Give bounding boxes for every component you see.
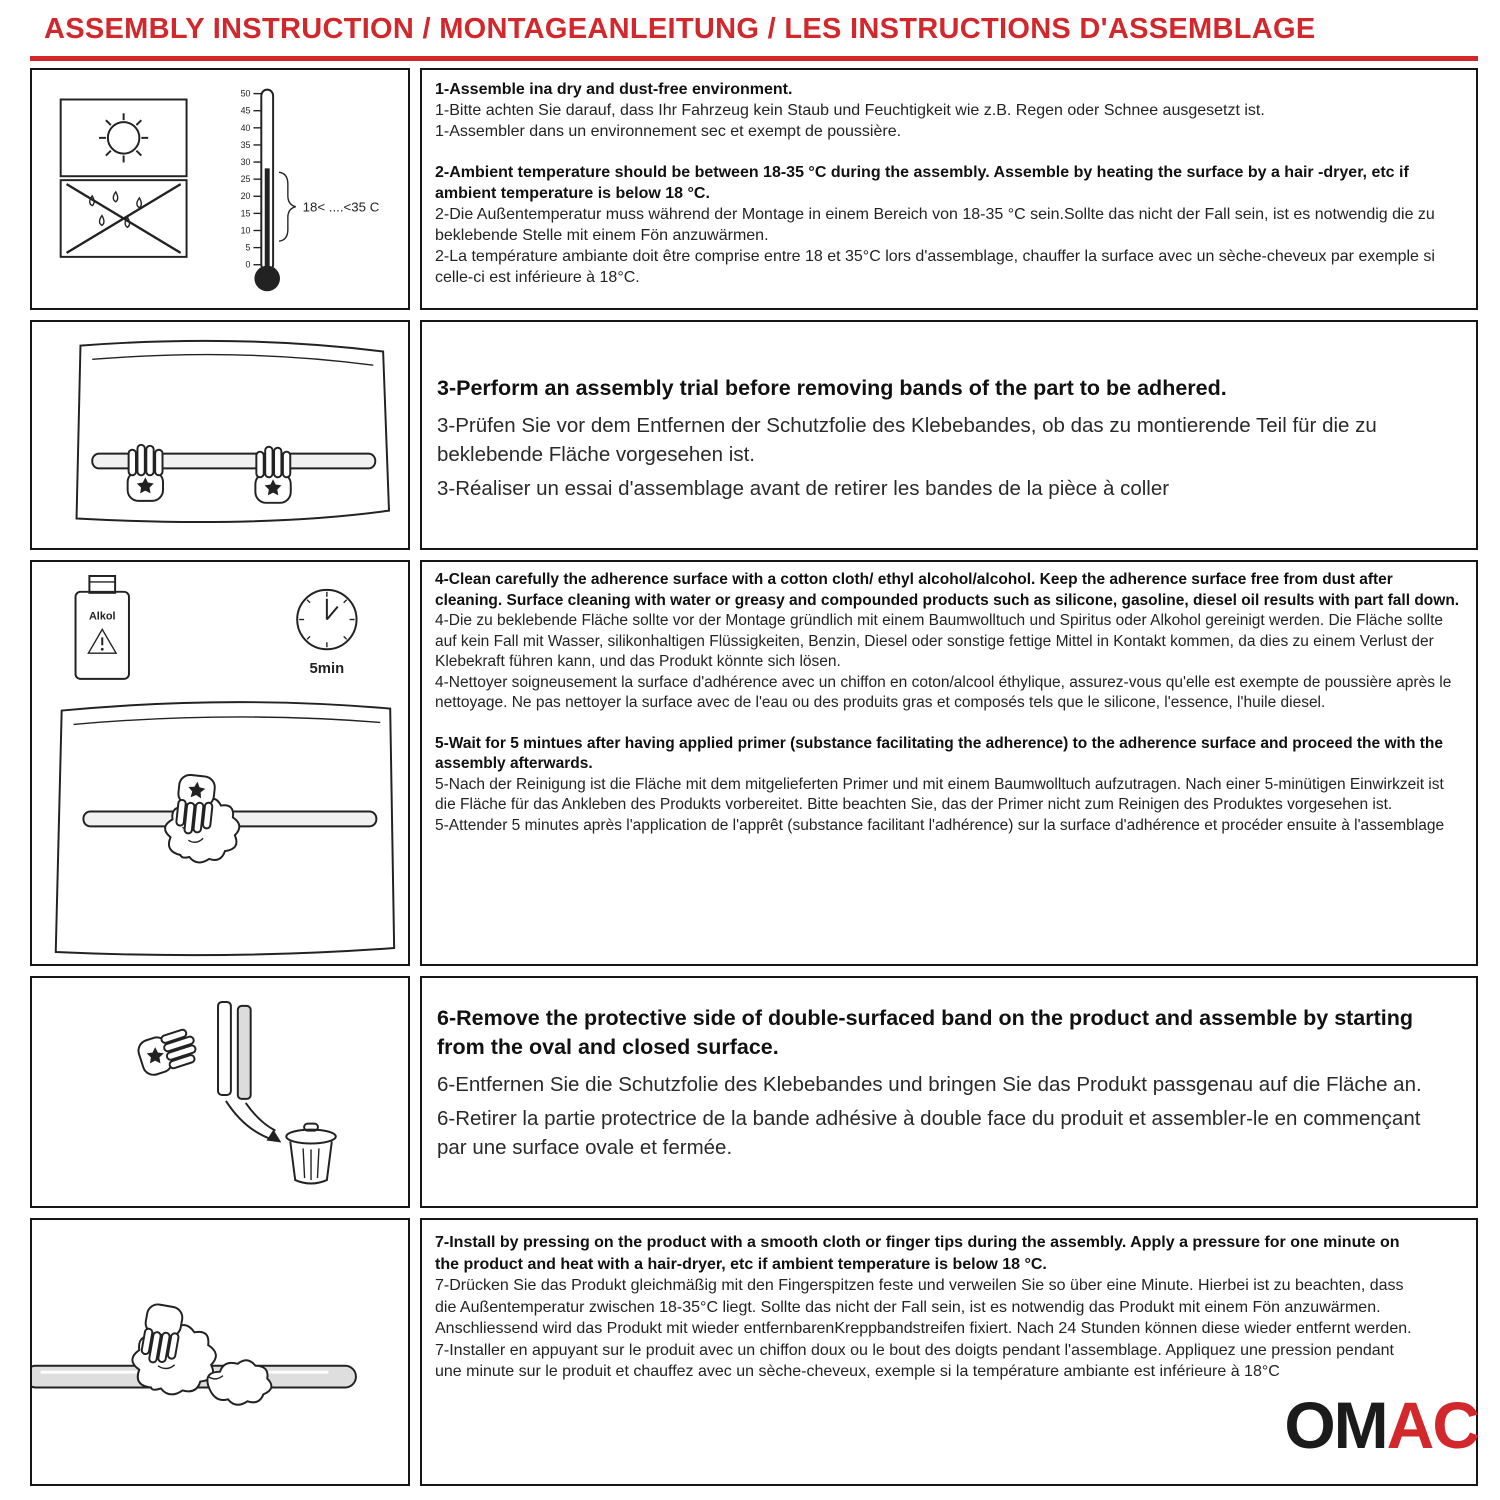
step-6-en: 6-Remove the protective side of double-surfaced band on the product and assemble by starting from the oval and closed surface. xyxy=(437,1006,1414,1059)
figure-panel-trial xyxy=(30,320,410,550)
step-3-de: 3-Prüfen Sie vor dem Entfernen der Schutzfolie des Klebebandes, ob das zu montierende Teil für die zu beklebende Fläche vorgesehen ist. xyxy=(437,414,1377,466)
step-2-fr: 2-La température ambiante doit être comprise entre 18 et 35°C lors d'assemblage, chauffer la surface avec un sèche-cheveux par exemple si celle-ci est inférieure à 18°C. xyxy=(435,248,1435,286)
figure-band-removal xyxy=(32,978,408,1206)
step-7-en: 7-Install by pressing on the product with a smooth cloth or finger tips during the assembly. Apply a pressure for one minute on the product and heat with a hair-dryer, etc if ambient temperature is below 18 °C. xyxy=(435,1234,1400,1273)
alcohol-bottle-icon xyxy=(76,576,129,679)
thermometer-tick-label: 50 xyxy=(240,88,251,99)
arrow-head xyxy=(267,1130,282,1143)
trash-can-icon xyxy=(286,1124,335,1184)
figure-panel-band-removal xyxy=(30,976,410,1208)
text-panel-step-6 xyxy=(420,976,1478,1208)
hand-icon xyxy=(128,445,163,501)
step-4-fr: 4-Nettoyer soigneusement la surface d'adhérence avec un chiffon en coton/alcool éthylique, assurez-vous qu'elle est exempte de poussière après le nettoyage. Ne pas nettoyer la surface avec de l'eau ou des produits gras et composés tels que le silicone, l'essence, l'huile diesel. xyxy=(435,673,1452,711)
omac-logo-black: OM xyxy=(1284,1388,1387,1462)
step-2-en: 2-Ambient temperature should be between 18-35 °C during the assembly. Assemble by heating the surface by a hair -dryer, etc if ambient temperature is below 18 °C. xyxy=(435,164,1409,202)
no-rain-icon xyxy=(67,184,181,253)
step-5-de: 5-Nach der Reinigung ist die Fläche mit dem mitgelieferten Primer und mit einem Baumwolltuch aufzutragen. Nach einer 5-minütigen Einwirkzeit ist die Fläche für das Ankleben des Produkts vorbereitet. Bitte beachten Sie, das der Primer nicht zum Reinigen des Produktes vorgesehen ist. xyxy=(435,775,1444,813)
step-2-de: 2-Die Außentemperatur muss während der Montage in einem Bereich von 18-35 °C sein.Sollte das nicht der Fall sein, ist es notwendig die zu beklebende Stelle mit einem Fön anzuwärmen. xyxy=(435,206,1435,244)
step-5-fr: 5-Attender 5 minutes après l'application de l'apprêt (substance facilitant l'adhérence) sur la surface d'adhérence et procéder ensuite à l'assemblage xyxy=(435,816,1445,834)
sun-icon xyxy=(99,113,148,162)
text-panel-steps-4-5 xyxy=(420,560,1478,966)
hand-icon xyxy=(255,447,290,503)
step-6-de: 6-Entfernen Sie die Schutzfolie des Klebebandes und bringen Sie das Produkt passgenau auf die Fläche an. xyxy=(437,1073,1422,1096)
thermometer-tick-label: 0 xyxy=(245,259,251,270)
thermometer-tick-label: 30 xyxy=(240,157,251,168)
hand-icon xyxy=(136,1026,201,1077)
bottle-label: Alkol xyxy=(88,610,116,623)
figure-panel-environment xyxy=(30,68,410,310)
step-7-de: 7-Drücken Sie das Produkt gleichmäßig mit den Fingerspitzen feste und verweilen Sie so über eine Minute. Hierbei ist zu beachten, dass die Außentemperatur zwischen 18-35°C liegt. Sollte das nicht der Fall sein, ist es notwendig das Produkt mit einem Fön anzuwärmen. Anschliessend wird das Produkt mit wieder entfernbarenKreppbandstreifen fixiert. Nach 24 Stunden können diese wieder entfernt werden. xyxy=(435,1277,1412,1337)
text-panel-steps-1-2 xyxy=(420,68,1478,310)
omac-logo-red: AC xyxy=(1386,1388,1478,1462)
step-3-fr: 3-Réaliser un essai d'assemblage avant de retirer les bandes de la pièce à coller xyxy=(437,477,1170,500)
arrow-to-trash xyxy=(246,1103,276,1131)
band-strip xyxy=(218,1002,231,1095)
step-1-fr: 1-Assembler dans un environnement sec et exempt de poussière. xyxy=(435,123,902,140)
hand-icon xyxy=(174,774,216,836)
thermometer-icon xyxy=(241,89,380,292)
warning-triangle-icon xyxy=(88,629,116,653)
step-1-en: 1-Assemble ina dry and dust-free environment. xyxy=(435,81,793,98)
figure-press-install xyxy=(32,1220,408,1484)
figure-environment-temperature xyxy=(32,70,408,308)
thermometer-tick-label: 35 xyxy=(240,139,251,150)
range-brace xyxy=(279,172,296,241)
figure-panel-press-install xyxy=(30,1218,410,1486)
thermometer-tick-label: 40 xyxy=(240,122,251,133)
text-panel-step-3 xyxy=(420,320,1478,550)
clock-icon xyxy=(297,590,356,649)
thermometer-tick-label: 5 xyxy=(245,242,251,253)
thermometer-tick-label: 20 xyxy=(240,191,251,202)
car-door-outline xyxy=(77,341,389,522)
page-title: ASSEMBLY INSTRUCTION / MONTAGEANLEITUNG / LES INSTRUCTIONS D'ASSEMBLAGE xyxy=(44,13,1316,45)
temperature-range-label: 18< ....<35 C xyxy=(302,199,380,215)
title-underline xyxy=(30,56,1478,61)
thermometer-tick-label: 10 xyxy=(240,225,251,236)
figure-assembly-trial xyxy=(32,322,408,548)
thermometer-tick-label: 45 xyxy=(240,105,251,116)
omac-logo xyxy=(1284,1388,1478,1462)
step-4-en: 4-Clean carefully the adherence surface with a cotton cloth/ ethyl alcohol/alcohol. Keep the adherence surface free from dust after cleaning. Surface cleaning with water or greasy and compounded products such as silicone, gasoline, diesel oil results with part fall down. xyxy=(435,571,1460,609)
clock-duration-label: 5min xyxy=(309,660,345,677)
step-6-fr: 6-Retirer la partie protectrice de la bande adhésive à double face du produit et assembler-le en commençant par une surface ovale et fermée. xyxy=(437,1107,1421,1159)
step-4-de: 4-Die zu beklebende Fläche sollte vor der Montage gründlich mit einem Baumwolltuch und Spiritus oder Alkohol gereinigt werden. Die Fläche sollte auf kein Fall mit Wasser, silikonhaltigen Flüssigkeiten, Benzin, Diesel oder sonstige fettige Mittel in Kontakt kommen, da dies zu einem Verlust der Klebekraft führen kann, und das Produkt könnte sich lösen. xyxy=(435,612,1444,670)
step-5-en: 5-Wait for 5 mintues after having applied primer (substance facilitating the adherence) to the adherence surface and proceed the with the assembly afterwards. xyxy=(435,734,1443,772)
step-7-fr: 7-Installer en appuyant sur le produit avec un chiffon doux ou le bout des doigts pendant l'assemblage. Appliquez une pression pendant une minute sur le produit et chauffez avec un sèche-cheveux, exemple si la température ambiante est inférieure à 18°C xyxy=(435,1341,1394,1380)
figure-panel-cleaning xyxy=(30,560,410,966)
thermometer-tick-label: 25 xyxy=(240,174,251,185)
figure-cleaning-primer xyxy=(32,562,408,964)
thermometer-tick-label: 15 xyxy=(240,208,251,219)
step-3-en: 3-Perform an assembly trial before removing bands of the part to be adhered. xyxy=(437,376,1227,400)
step-1-de: 1-Bitte achten Sie darauf, dass Ihr Fahrzeug kein Staub und Feuchtigkeit wie z.B. Regen oder Schnee ausgesetzt ist. xyxy=(435,102,1265,119)
band-strip xyxy=(238,1006,251,1099)
